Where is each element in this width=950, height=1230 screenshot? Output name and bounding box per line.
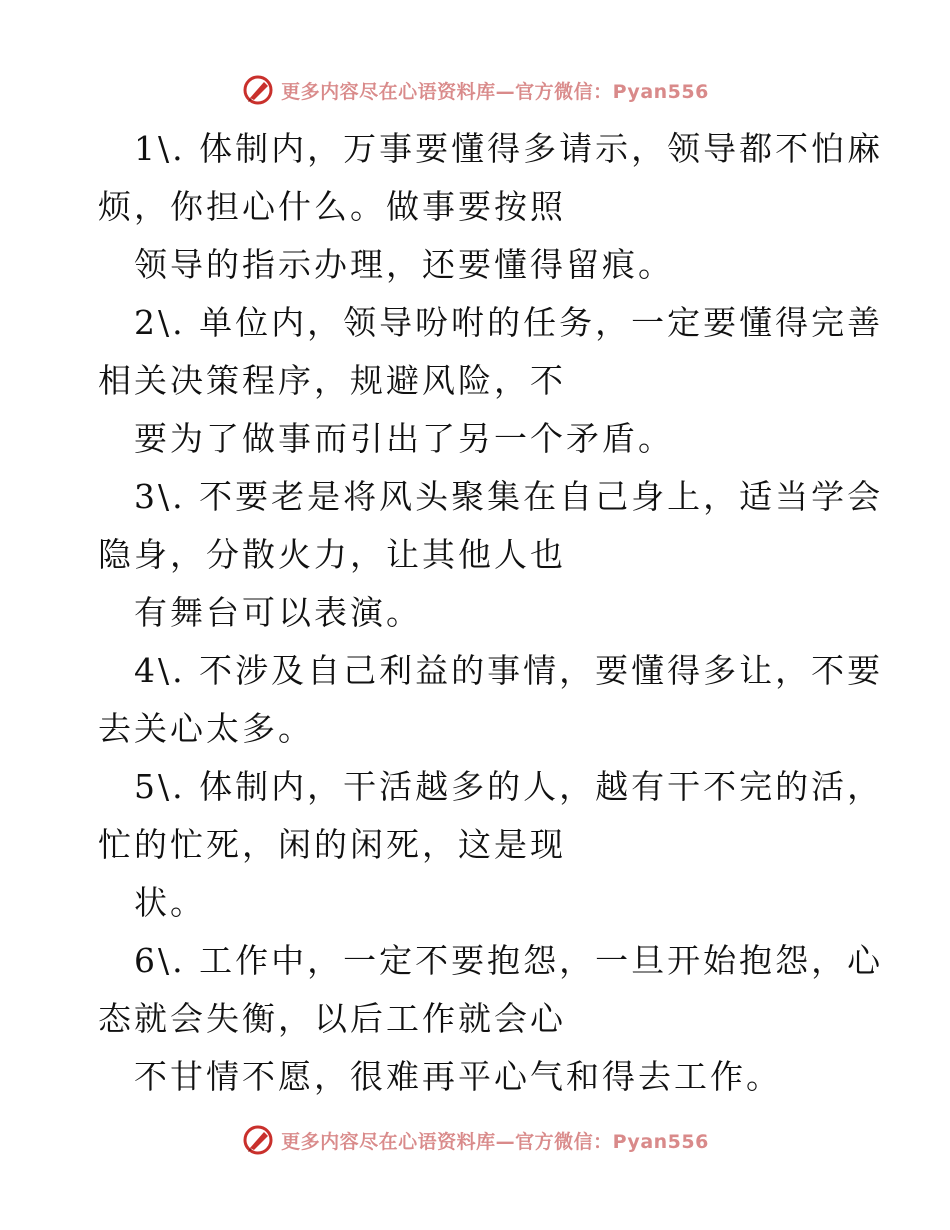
paragraph-2-line-2: 相关决策程序，规避风险，不 [98,361,566,400]
paragraph-5-line-1: 5\. 体制内，干活越多的人，越有干不完的活， [134,767,884,806]
pen-logo-icon [241,73,275,107]
watermark-text: 更多内容尽在心语资料库—官方微信：Pyan556 [281,80,709,103]
paragraph-3-line-2: 隐身，分散火力，让其他人也 [98,535,566,574]
document-body [98,120,884,1106]
header-watermark [0,70,950,110]
paragraph-5-line-2: 忙的忙死，闲的闲死，这是现 [98,825,566,864]
paragraph-2-line-3: 要为了做事而引出了另一个矛盾。 [134,419,674,458]
paragraph-5-line-3: 状。 [134,883,206,922]
watermark-text: 更多内容尽在心语资料库—官方微信：Pyan556 [281,1130,709,1153]
paragraph-3-line-3: 有舞台可以表演。 [134,593,422,632]
paragraph-1-line-1: 1\. 体制内，万事要懂得多请示，领导都不怕麻 [134,129,884,168]
paragraph-6-line-3: 不甘情不愿，很难再平心气和得去工作。 [134,1057,782,1096]
paragraph-6-line-1: 6\. 工作中，一定不要抱怨，一旦开始抱怨，心 [134,941,884,980]
pen-logo-icon [241,1123,275,1157]
paragraph-3-line-1: 3\. 不要老是将风头聚集在自己身上，适当学会 [134,477,884,516]
paragraph-6-line-2: 态就会失衡，以后工作就会心 [98,999,566,1038]
paragraph-4-line-2: 去关心太多。 [98,709,314,748]
paragraph-2-line-1: 2\. 单位内，领导吩咐的任务，一定要懂得完善 [134,303,884,342]
paragraph-1-line-3: 领导的指示办理，还要懂得留痕。 [134,245,674,284]
paragraph-1-line-2: 烦，你担心什么。做事要按照 [98,187,566,226]
paragraph-4-line-1: 4\. 不涉及自己利益的事情，要懂得多让，不要 [134,651,884,690]
footer-watermark [0,1120,950,1160]
